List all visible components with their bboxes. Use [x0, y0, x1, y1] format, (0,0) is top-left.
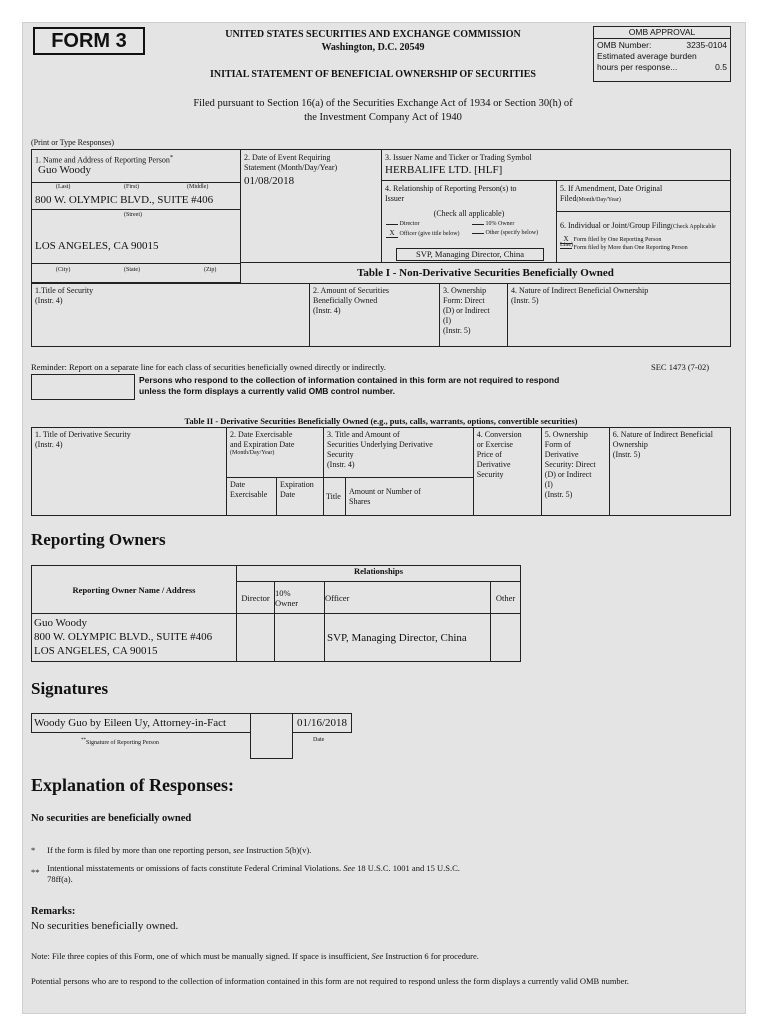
t2-col5-line: (I): [544, 480, 553, 489]
box4-label: [385, 184, 517, 204]
table2-col5: [541, 428, 609, 516]
table2-col6: [609, 428, 730, 516]
table2-title: Table II - Derivative Securities Beneficially Owned (e.g., puts, calls, warrants, options, convertible securities): [184, 416, 578, 426]
fn1-see: see: [233, 845, 244, 855]
table1-title: [240, 262, 731, 284]
ten-percent-owner-option[interactable]: [472, 221, 514, 228]
t2-col5-line: Derivative: [544, 450, 579, 459]
form-label: [33, 27, 145, 55]
footnote-1: [31, 845, 311, 855]
t2-col3b-line: Shares: [349, 496, 371, 506]
director-header: Director: [237, 582, 275, 614]
table2-col2: [227, 428, 324, 478]
print-type-note: (Print or Type Responses): [31, 138, 115, 147]
table1: [31, 283, 731, 347]
box4-label-line-2: Issuer: [385, 194, 405, 203]
fn1-mark: *: [31, 845, 36, 855]
omb-box: [593, 26, 731, 82]
street-value: 800 W. OLYMPIC BLVD., SUITE #406: [35, 194, 214, 206]
omb-burden-value: 0.5: [715, 62, 727, 72]
t1-col2-line: 2. Amount of Securities: [313, 286, 389, 295]
fn2-text: Intentional misstatements or omissions of facts constitute Federal Criminal Violations.: [47, 863, 342, 873]
remarks-label: Remarks:: [31, 906, 76, 917]
owner-director-cell: [237, 614, 275, 662]
t2-col5-line: (D) or Indirect: [544, 470, 592, 479]
t1-col3-line: (D) or Indirect: [443, 306, 490, 315]
box5-amendment: [556, 180, 731, 212]
agency-line-2: Washington, D.C. 20549: [321, 42, 425, 53]
t2-col1-line: 1. Title of Derivative Security: [35, 430, 131, 439]
fn2-see: See: [343, 863, 356, 873]
fn1-text: If the form is filed by more than one reporting person,: [47, 845, 232, 855]
event-date-value: 01/08/2018: [244, 175, 295, 187]
table2-col1: [32, 428, 227, 516]
form-title: INITIAL STATEMENT OF BENEFICIAL OWNERSHIP OF SECURITIES: [209, 69, 536, 80]
check-all-label: (Check all applicable): [433, 209, 505, 218]
first-label: (First): [124, 184, 139, 190]
fn2-tail-1: 18 U.S.C. 1001 and 15 U.S.C.: [357, 863, 460, 873]
other-mark: [472, 233, 484, 234]
persons-note-spacer: [31, 374, 135, 400]
fn1-tail: Instruction 5(b)(v).: [246, 845, 312, 855]
note-text-main: Note: File three copies of this Form, one of which must be manually signed. If space is insufficient,: [31, 951, 370, 961]
opt2-mark: [560, 248, 572, 249]
t2-col6-line: 6. Nature of Indirect Beneficial: [612, 430, 713, 439]
note-see: See: [371, 951, 384, 961]
t1-col3-line: (Instr. 5): [443, 326, 471, 335]
director-label: Director: [399, 221, 420, 227]
footnote-2: [31, 863, 527, 885]
t1-col4-line: (Instr. 5): [511, 296, 539, 305]
t2-col3-line: (Instr. 4): [327, 460, 355, 469]
table1-col4: [508, 284, 731, 347]
signature-label: [81, 737, 159, 747]
t1-col3-line: Form: Direct: [443, 296, 485, 305]
t2-col2a-line: Date: [230, 480, 246, 489]
city-label: (City): [56, 267, 71, 273]
signatures-heading: Signatures: [31, 679, 109, 698]
box4-label-line-1: 4. Relationship of Reporting Person(s) to: [385, 184, 517, 193]
t2-col5-line: (Instr. 5): [544, 490, 573, 499]
t2-col2b-line: Date: [280, 490, 296, 499]
remarks-text: No securities beneficially owned.: [31, 920, 179, 932]
other-header: Other: [491, 582, 521, 614]
owner-officer-cell: SVP, Managing Director, China: [325, 614, 491, 662]
box5-label-line-1: 5. If Amendment, Date Original: [560, 184, 663, 193]
filed-line-1: Filed pursuant to Section 16(a) of the Securities Exchange Act of 1934 or Section 30(h) of: [193, 98, 573, 109]
table1-col2: [310, 284, 440, 347]
box1-star: *: [169, 154, 174, 161]
filed-pursuant: [123, 97, 643, 125]
owner-header-line: Owner: [275, 597, 299, 608]
box5-label: [560, 184, 662, 204]
owner-label: 10% Owner: [485, 221, 515, 227]
table1-col1: [32, 284, 310, 347]
opt2-label: Form filed by More than One Reporting Person: [573, 245, 688, 251]
table2-col3a: Title: [324, 478, 346, 516]
fn2-tail-2: 78ff(a).: [47, 874, 73, 884]
t1-col4-line: 4. Nature of Indirect Beneficial Ownership: [511, 286, 649, 295]
box6-label-small: (Check Applicable Line): [560, 224, 716, 248]
sec-form-number: SEC 1473 (7-02): [651, 362, 710, 372]
omb-burden-line: Estimated average burden: [597, 51, 697, 61]
reporting-person-name: Guo Woody: [38, 164, 91, 176]
t2-col3-line: Securities Underlying Derivative: [327, 440, 433, 449]
t2-col5-line: Security: Direct: [544, 460, 596, 469]
street-label: (Street): [124, 212, 142, 218]
box5-label-line-2: Filed: [560, 194, 577, 203]
no-securities-note: No securities are beneficially owned: [31, 813, 192, 824]
t2-col3b-line: Amount or Number of: [349, 486, 421, 496]
explanation-heading: Explanation of Responses:: [31, 775, 235, 795]
city-value: LOS ANGELES, CA 90015: [35, 240, 159, 252]
t2-col4-line: Security: [476, 470, 504, 479]
box5-label-small: (Month/Day/Year): [576, 197, 621, 203]
table2-col4: [473, 428, 541, 516]
t2-col5-line: Form of: [544, 440, 571, 449]
filing-multiple-persons-option[interactable]: [560, 245, 688, 252]
owner-name-cell: [32, 614, 237, 662]
t1-col2-line: Beneficially Owned: [313, 296, 378, 305]
t2-col2-line: 2. Date Exercisable: [230, 430, 293, 439]
owner-name-header: Reporting Owner Name / Address: [32, 566, 237, 614]
omb-number-value: 3235-0104: [686, 40, 727, 50]
t2-col2a-line: Exercisable: [230, 490, 268, 499]
t1-col2-line: (Instr. 4): [313, 306, 341, 315]
owner-mark: [472, 224, 484, 225]
persons-note-line-1: Persons who respond to the collection of information contained in this form are not required to respond: [139, 375, 560, 385]
box4-relationship: [381, 180, 557, 263]
state-label: (State): [124, 267, 140, 273]
owner-ten-percent-cell: [275, 614, 325, 662]
reporting-owners-table: [31, 565, 521, 662]
officer-mark: X: [386, 230, 398, 238]
note-text: [31, 951, 479, 961]
box2-event-date: [240, 149, 382, 263]
relationships-header: Relationships: [237, 566, 521, 582]
t1-col3-line: 3. Ownership: [443, 286, 487, 295]
table2: [31, 427, 731, 516]
signature-label-text: Signature of Reporting Person: [86, 740, 159, 746]
t2-col4-line: Derivative: [476, 460, 511, 469]
persons-note-line-2: unless the form displays a currently valid OMB control number.: [139, 386, 396, 396]
table-row: [32, 614, 521, 662]
box2-label-line-2: Statement (Month/Day/Year): [244, 163, 338, 172]
table1-title-text: Table I - Non-Derivative Securities Beneficially Owned: [357, 267, 614, 279]
opt1-mark: X: [560, 236, 572, 244]
potential-persons-note: Potential persons who are to respond to the collection of information contained in this form are not required to respond unless the form displays a currently valid OMB number.: [31, 976, 629, 986]
box6-filing-type: [556, 211, 731, 263]
director-option[interactable]: [386, 221, 420, 228]
officer-title-value: SVP, Managing Director, China: [396, 248, 544, 261]
t2-col3-line: Security: [327, 450, 354, 459]
table2-col3b: [346, 478, 474, 516]
signature-star: **: [81, 738, 86, 743]
officer-option[interactable]: [386, 230, 466, 238]
t2-col3-line: 3. Title and Amount of: [327, 430, 400, 439]
ten-percent-owner-header: [275, 582, 325, 614]
table2-col2a: [227, 478, 277, 516]
owner-city-line: LOS ANGELES, CA 90015: [34, 645, 158, 657]
t1-col1-line: (Instr. 4): [35, 296, 63, 305]
t2-col5-line: 5. Ownership: [544, 430, 588, 439]
box3-issuer: [381, 149, 731, 181]
officer-label: Officer (give title below): [399, 231, 460, 237]
owner-address-line: 800 W. OLYMPIC BLVD., SUITE #406: [34, 631, 213, 643]
table2-col3: [324, 428, 474, 478]
officer-header: Officer: [325, 582, 491, 614]
t2-col4-line: 4. Conversion: [476, 430, 522, 439]
middle-label: (Middle): [187, 184, 209, 190]
box2-label: [244, 153, 337, 173]
box1-reporting-person: [31, 149, 241, 283]
t2-col2-line: and Expiration Date: [230, 440, 295, 449]
note-tail: Instruction 6 for procedure.: [385, 951, 479, 961]
signature-date-value: 01/16/2018: [292, 713, 352, 733]
box3-label: 3. Issuer Name and Ticker or Trading Symbol: [385, 153, 532, 162]
t2-col2-small: (Month/Day/Year): [230, 450, 275, 456]
t2-col1-line: (Instr. 4): [35, 440, 63, 449]
omb-number-label: OMB Number:: [597, 40, 652, 50]
omb-title: OMB APPROVAL: [594, 27, 730, 39]
director-mark: [386, 224, 398, 225]
t2-col4-line: Price of: [476, 450, 502, 459]
owner-name-line: Guo Woody: [34, 617, 87, 629]
signature-date-label: Date: [313, 737, 325, 743]
box6-label-text: 6. Individual or Joint/Group Filing: [560, 221, 671, 230]
t1-col3-line: (I): [443, 316, 451, 325]
signature-spacer: [250, 713, 293, 759]
persons-note: [139, 375, 639, 397]
t2-col6-line: (Instr. 5): [612, 450, 641, 459]
t2-col2b-line: Expiration: [280, 480, 314, 489]
filing-one-person-option[interactable]: [560, 236, 661, 244]
reminder-note: Reminder: Report on a separate line for each class of securities beneficially owned directly or indirectly.: [31, 362, 386, 372]
t2-col4-line: or Exercise: [476, 440, 513, 449]
filed-line-2: the Investment Company Act of 1940: [304, 112, 462, 123]
box2-label-line-1: 2. Date of Event Requiring: [244, 153, 331, 162]
t2-col6-line: Ownership: [612, 440, 648, 449]
issuer-value: HERBALIFE LTD. [HLF]: [385, 164, 503, 176]
other-option[interactable]: [472, 230, 554, 237]
omb-burden-label: hours per response...: [597, 62, 678, 72]
t1-col1-line: 1.Title of Security: [35, 286, 94, 295]
zip-label: (Zip): [204, 267, 217, 273]
opt1-label: Form filed by One Reporting Person: [573, 237, 662, 243]
owner-header-line: 10%: [275, 587, 291, 598]
other-label: Other (specify below): [485, 230, 539, 236]
agency-heading: [173, 28, 573, 54]
table2-col2b: [277, 478, 324, 516]
last-label: (Last): [56, 184, 71, 190]
signature-value: Woody Guo by Eileen Uy, Attorney-in-Fact: [31, 713, 251, 733]
agency-line-1: UNITED STATES SECURITIES AND EXCHANGE COMMISSION: [225, 29, 521, 40]
box1-label-text: 1. Name and Address of Reporting Person: [35, 155, 170, 165]
reporting-owners-heading: Reporting Owners: [31, 530, 166, 549]
fn2-mark: **: [31, 867, 40, 877]
form-page: [22, 22, 746, 1014]
form-label-text: FORM 3: [51, 30, 127, 52]
table1-col3: [440, 284, 508, 347]
owner-other-cell: [491, 614, 521, 662]
